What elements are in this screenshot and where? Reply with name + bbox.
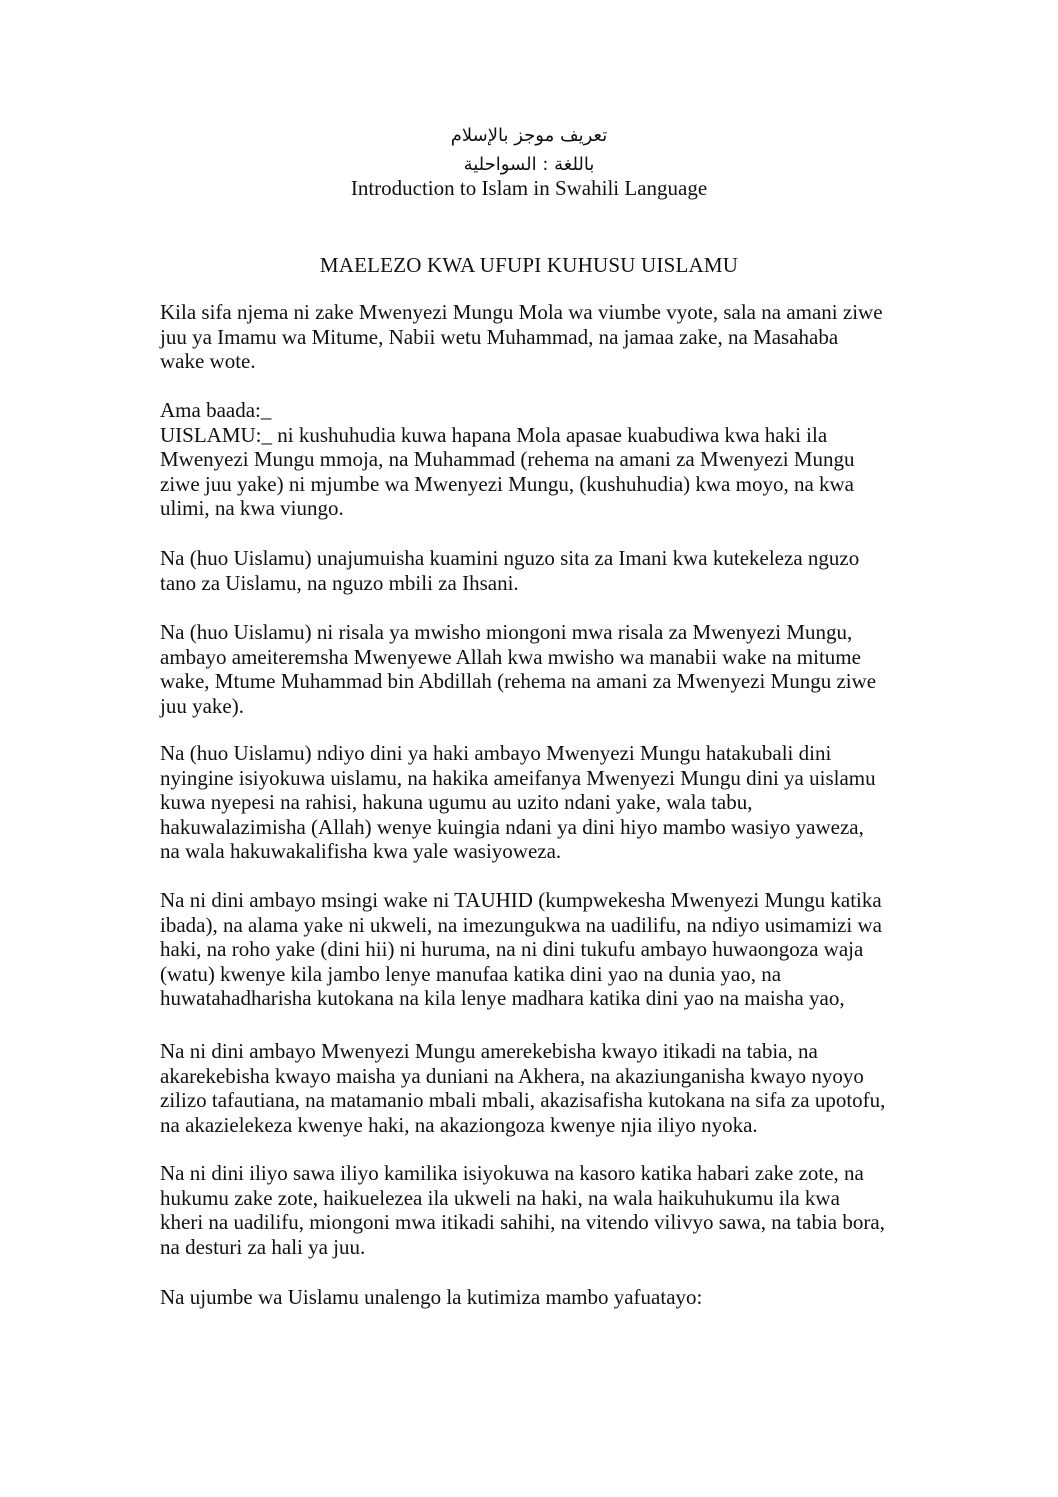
- text-line: na akazielekeza kwenye haki, na akaziongoza kwenye njia iliyo nyoka.: [160, 1112, 758, 1137]
- text-line: wake wote.: [160, 349, 256, 373]
- document-title: MAELEZO KWA UFUPI KUHUSU UISLAMU: [319, 253, 739, 277]
- text-line: Na ni dini ambayo Mwenyezi Mungu amerekebisha kwayo itikadi na tabia, na: [160, 1039, 818, 1063]
- text-line: Na (huo Uislamu) unajumuisha kuamini nguzo sita za Imani kwa kutekeleza nguzo: [160, 546, 860, 570]
- text-line: ambayo ameiteremsha Mwenyewe Allah kwa mwisho wa manabii wake na mitume: [160, 644, 861, 669]
- text-line: zilizo tafautiana, na matamanio mbali mbali, akazisafisha kutokana na sifa za upotofu,: [160, 1088, 886, 1112]
- text-line: kheri na uadilifu, miongoni mwa itikadi sahihi, na vitendo vilivyo sawa, na tabia bora,: [160, 1210, 885, 1234]
- text-line: na wala hakuwakalifisha kwa yale wasiyoweza.: [160, 839, 562, 863]
- text-line: na desturi za hali ya juu.: [160, 1234, 366, 1259]
- text-line: akarekebisha kwayo maisha ya duniani na Akhera, na akaziunganisha kwayo nyoyo: [160, 1063, 864, 1088]
- text-line: tano za Uislamu, na nguzo mbili za Ihsani.: [160, 570, 519, 595]
- text-line: Na ujumbe wa Uislamu unalengo la kutimiza mambo yafuatayo:: [160, 1285, 703, 1309]
- paragraph-8: [160, 1161, 900, 1259]
- text-line: haki, na roho yake (dini hii) ni huruma, na ni dini tukufu ambayo huwaongoza waja: [160, 937, 864, 961]
- paragraph-2: [160, 398, 900, 521]
- english-subtitle: Introduction to Islam in Swahili Language: [350, 176, 708, 200]
- text-line: ulimi, na kwa viungo.: [160, 496, 344, 520]
- text-line: wake, Mtume Muhammad bin Abdillah (rehema na amani za Mwenyezi Mungu ziwe: [160, 669, 877, 693]
- text-line: Na (huo Uislamu) ni risala ya mwisho miongoni mwa risala za Mwenyezi Mungu,: [160, 620, 853, 644]
- text-line: huwatahadharisha kutokana na kila lenye madhara katika dini yao na maisha yao,: [160, 986, 845, 1010]
- text-line: juu yake).: [160, 693, 244, 718]
- text-line: kuwa nyepesi na rahisi, hakuna ugumu au uzito ndani yake, wala tabu,: [160, 790, 753, 814]
- text-line: ziwe juu yake) ni mjumbe wa Mwenyezi Mungu, (kushuhudia) kwa moyo, na kwa: [160, 471, 855, 496]
- paragraph-6: [160, 888, 900, 1011]
- paragraph-4: [160, 620, 900, 718]
- text-line: Na ni dini ambayo msingi wake ni TAUHID (kumpwekesha Mwenyezi Mungu katika: [160, 888, 882, 912]
- text-line: (watu) kwenye kila jambo lenye manufaa katika dini yao na dunia yao, na: [160, 961, 782, 986]
- text-line: juu ya Imamu wa Mitume, Nabii wetu Muhammad, na jamaa zake, na Masahaba: [160, 324, 839, 349]
- text-line: Na (huo Uislamu) ndiyo dini ya haki ambayo Mwenyezi Mungu hatakubali dini: [160, 741, 832, 765]
- text-line: hakuwalazimisha (Allah) wenye kuingia ndani ya dini hiyo mambo wasiyo yaweza,: [160, 814, 864, 839]
- text-line: Kila sifa njema ni zake Mwenyezi Mungu Mola wa viumbe vyote, sala na amani ziwe: [160, 300, 883, 324]
- paragraph-5: [160, 741, 900, 864]
- text-line: ibada), na alama yake ni ukweli, na imezungukwa na uadilifu, na ndiyo usimamizi wa: [160, 912, 882, 937]
- arabic-title: تعريف موجز بالإسلام: [450, 125, 608, 146]
- paragraph-1: [160, 300, 900, 374]
- text-line: Ama baada:_: [160, 398, 272, 422]
- paragraph-7: [160, 1039, 900, 1137]
- text-line: Mwenyezi Mungu mmoja, na Muhammad (rehema na amani za Mwenyezi Mungu: [160, 447, 855, 471]
- text-line: nyingine isiyokuwa uislamu, na hakika ameifanya Mwenyezi Mungu dini ya uislamu: [160, 765, 876, 790]
- arabic-subtitle: باللغة : السواحلية: [463, 154, 595, 175]
- text-line: hukumu zake zote, haikuelezea ila ukweli na haki, na wala haikuhukumu ila kwa: [160, 1185, 840, 1210]
- text-line: Na ni dini iliyo sawa iliyo kamilika isiyokuwa na kasoro katika habari zake zote, na: [160, 1161, 864, 1185]
- text-line: UISLAMU:_ ni kushuhudia kuwa hapana Mola apasae kuabudiwa kwa haki ila: [160, 422, 828, 447]
- paragraph-9: [160, 1285, 900, 1310]
- paragraph-3: [160, 546, 900, 595]
